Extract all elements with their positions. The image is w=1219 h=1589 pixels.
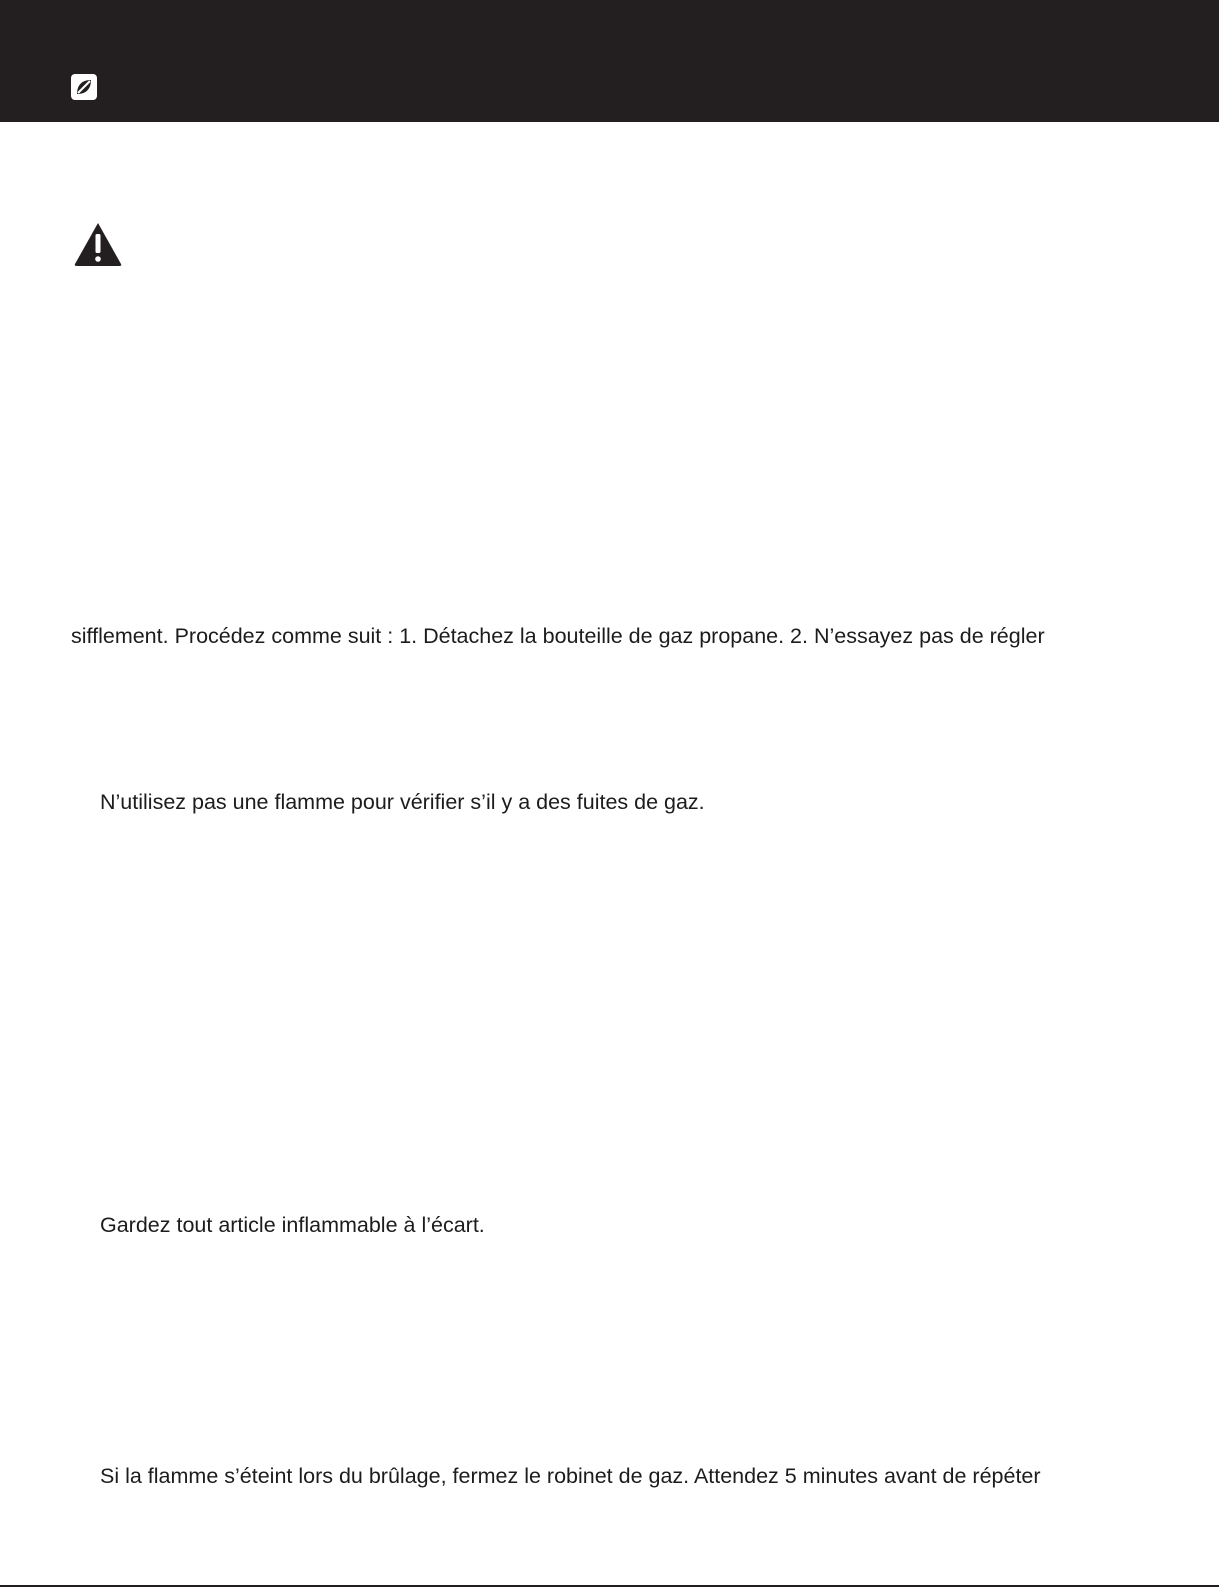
text-line-flammables: Gardez tout article inflammable à l’écart. [100, 1213, 485, 1237]
warning-triangle-icon [73, 221, 123, 267]
bottom-divider [0, 1585, 1219, 1587]
brand-leaf-icon [71, 74, 97, 100]
header-band [0, 0, 1219, 122]
text-line-leak-procedure: sifflement. Procédez comme suit : 1. Détachez la bouteille de gaz propane. 2. N’essayez pas de régler [71, 624, 1045, 648]
text-line-flame-out: Si la flamme s’éteint lors du brûlage, fermez le robinet de gaz. Attendez 5 minutes avant de répéter [100, 1464, 1041, 1488]
text-line-no-flame-check: N’utilisez pas une flamme pour vérifier s’il y a des fuites de gaz. [100, 790, 705, 814]
